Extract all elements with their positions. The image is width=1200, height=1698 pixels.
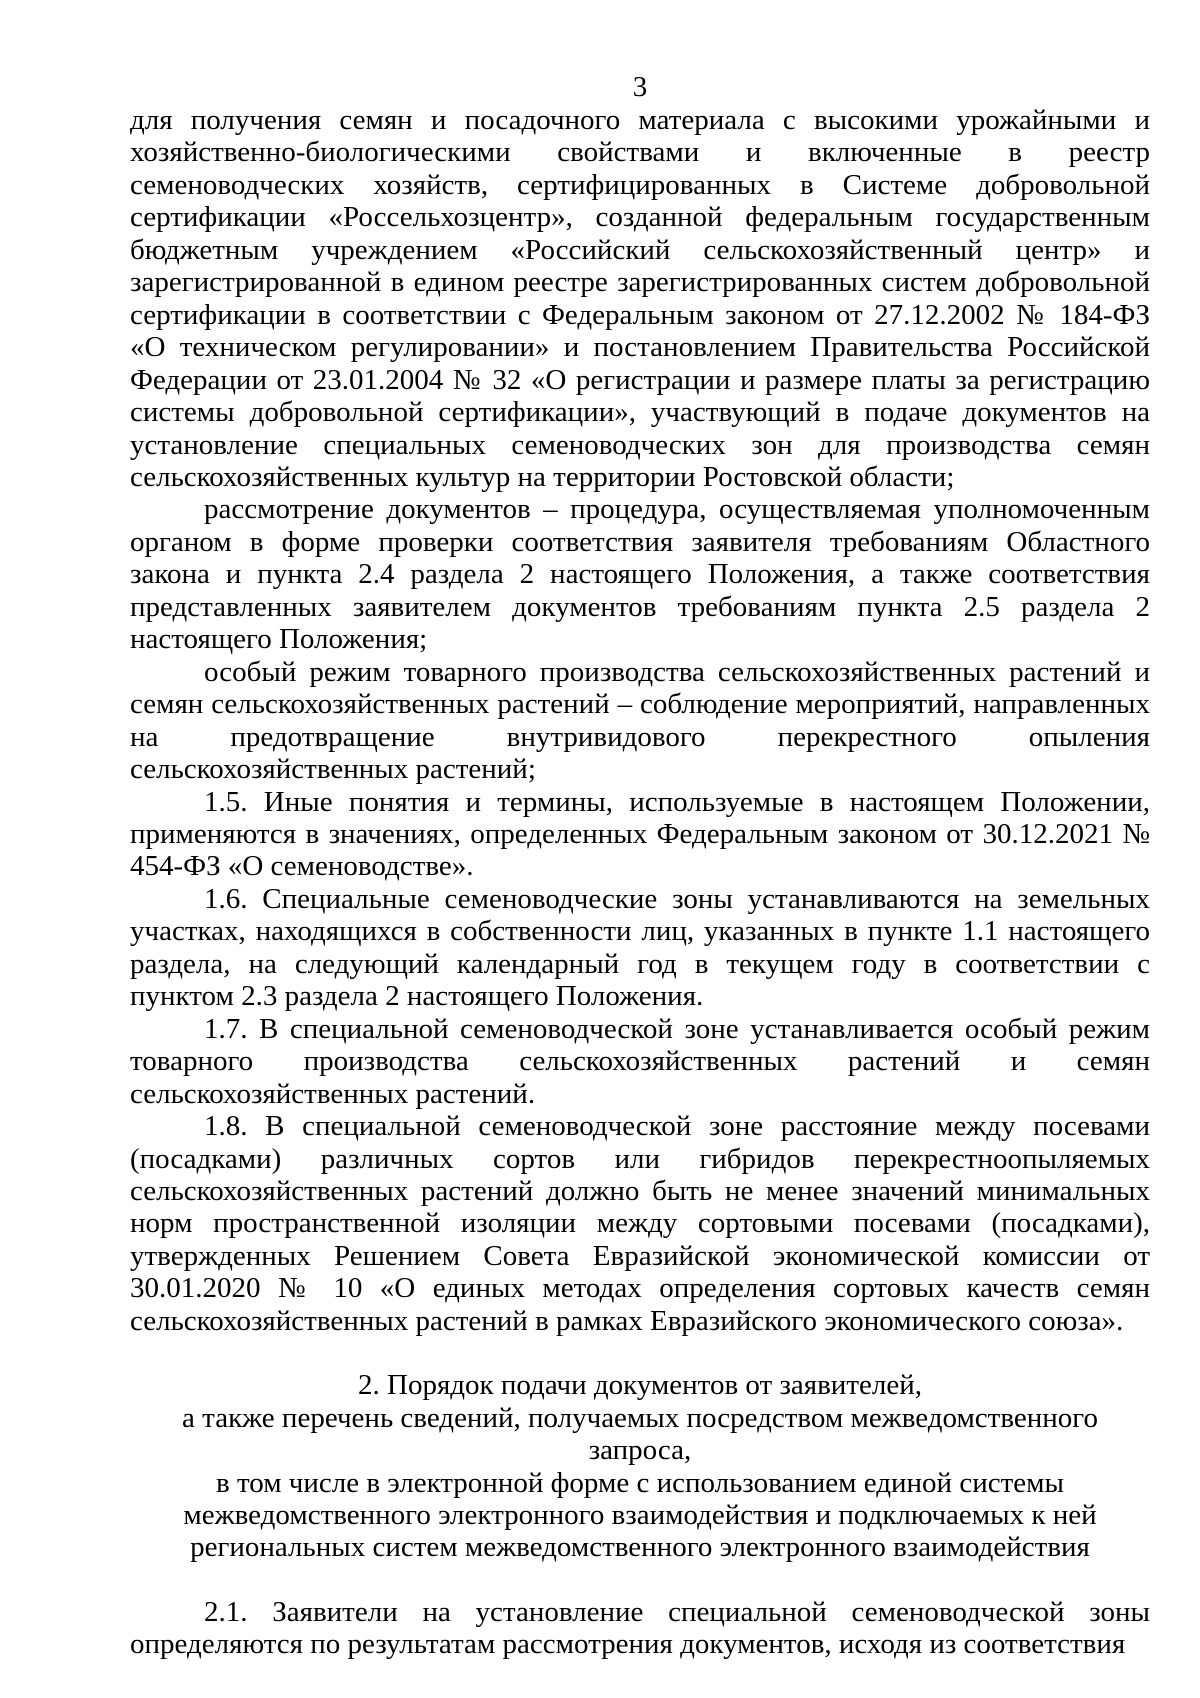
document-body xyxy=(130,104,1150,1661)
page-number: 3 xyxy=(632,71,648,103)
section-2-heading xyxy=(130,1337,1150,1596)
paragraph-clause-1-6: 1.6. Специальные семеноводческие зоны устанавливаются на земельных участках, находящихся в собственности лиц, указанных в пункте 1.1 настоящего раздела, на следующий календарный год в текущем году в соответствии с пунктом 2.3 раздела 2 настоящего Положения. xyxy=(130,882,1150,1013)
section-heading-line: в том числе в электронной форме с использованием единой системы xyxy=(216,1466,1064,1499)
section-heading-line: 2. Порядок подачи документов от заявителей, xyxy=(358,1369,922,1402)
paragraph-clause-1-5: 1.5. Иные понятия и термины, используемые в настоящем Положении, применяются в значениях, определенных Федеральным законом от 30.12.2021 № 454-ФЗ «О семеноводстве». xyxy=(130,785,1150,883)
paragraph-clause-1-8: 1.8. В специальной семеноводческой зоне расстояние между посевами (посадками) различных сортов или гибридов перекрестноопыляемых сельскохозяйственных растений должно быть не менее значений минимальных норм пространственной изоляции между сортовыми посевами (посадками), утвержденных Решением Совета Евразийской экономической комиссии от 30.01.2020 № 10 «О единых методах определения сортовых качеств семян сельскохозяйственных растений в рамках Евразийского экономического союза». xyxy=(130,1110,1150,1337)
paragraph-clause-1-7: 1.7. В специальной семеноводческой зоне устанавливается особый режим товарного производства сельскохозяйственных растений и семян сельскохозяйственных растений. xyxy=(130,1012,1150,1110)
paragraph-definition-special-regime: особый режим товарного производства сельскохозяйственных растений и семян сельскохозяйственных растений – соблюдение мероприятий, направленных на предотвращение внутривидового перекрестного опыления сельскохозяйственных растений; xyxy=(130,655,1150,786)
paragraph-clause-2-1: 2.1. Заявители на установление специальной семеноводческой зоны определяются по результатам рассмотрения документов, исходя из соответствия xyxy=(130,1595,1150,1661)
paragraph-definition-document-review: рассмотрение документов – процедура, осуществляемая уполномоченным органом в форме проверки соответствия заявителя требованиям Областного закона и пункта 2.4 раздела 2 настоящего Положения, а также соответствия представленных заявителем документов требованиям пункта 2.5 раздела 2 настоящего Положения; xyxy=(130,493,1150,656)
section-heading-line: а также перечень сведений, получаемых посредством межведомственного запроса, xyxy=(182,1401,1098,1467)
paragraph-definition-applicant-continued: для получения семян и посадочного материала с высокими урожайными и хозяйственно-биологическими свойствами и включенные в реестр семеноводческих хозяйств, сертифицированных в Системе добровольной сертификации «Россельхозцентр», созданной федеральным государственным бюджетным учреждением «Российский сельскохозяйственный центр» и зарегистрированной в едином реестре зарегистрированных систем добровольной сертификации в соответствии с Федеральным законом от 27.12.2002 № 184-ФЗ «О техническом регулировании» и постановлением Правительства Российской Федерации от 23.01.2004 № 32 «О регистрации и размере платы за регистрацию системы добровольной сертификации», участвующий в подаче документов на установление специальных семеноводческих зон для производства семян сельскохозяйственных культур на территории Ростовской области; xyxy=(130,104,1150,493)
section-heading-line: межведомственного электронного взаимодействия и подключаемых к ней xyxy=(183,1499,1097,1532)
section-heading-line: региональных систем межведомственного электронного взаимодействия xyxy=(190,1531,1090,1564)
